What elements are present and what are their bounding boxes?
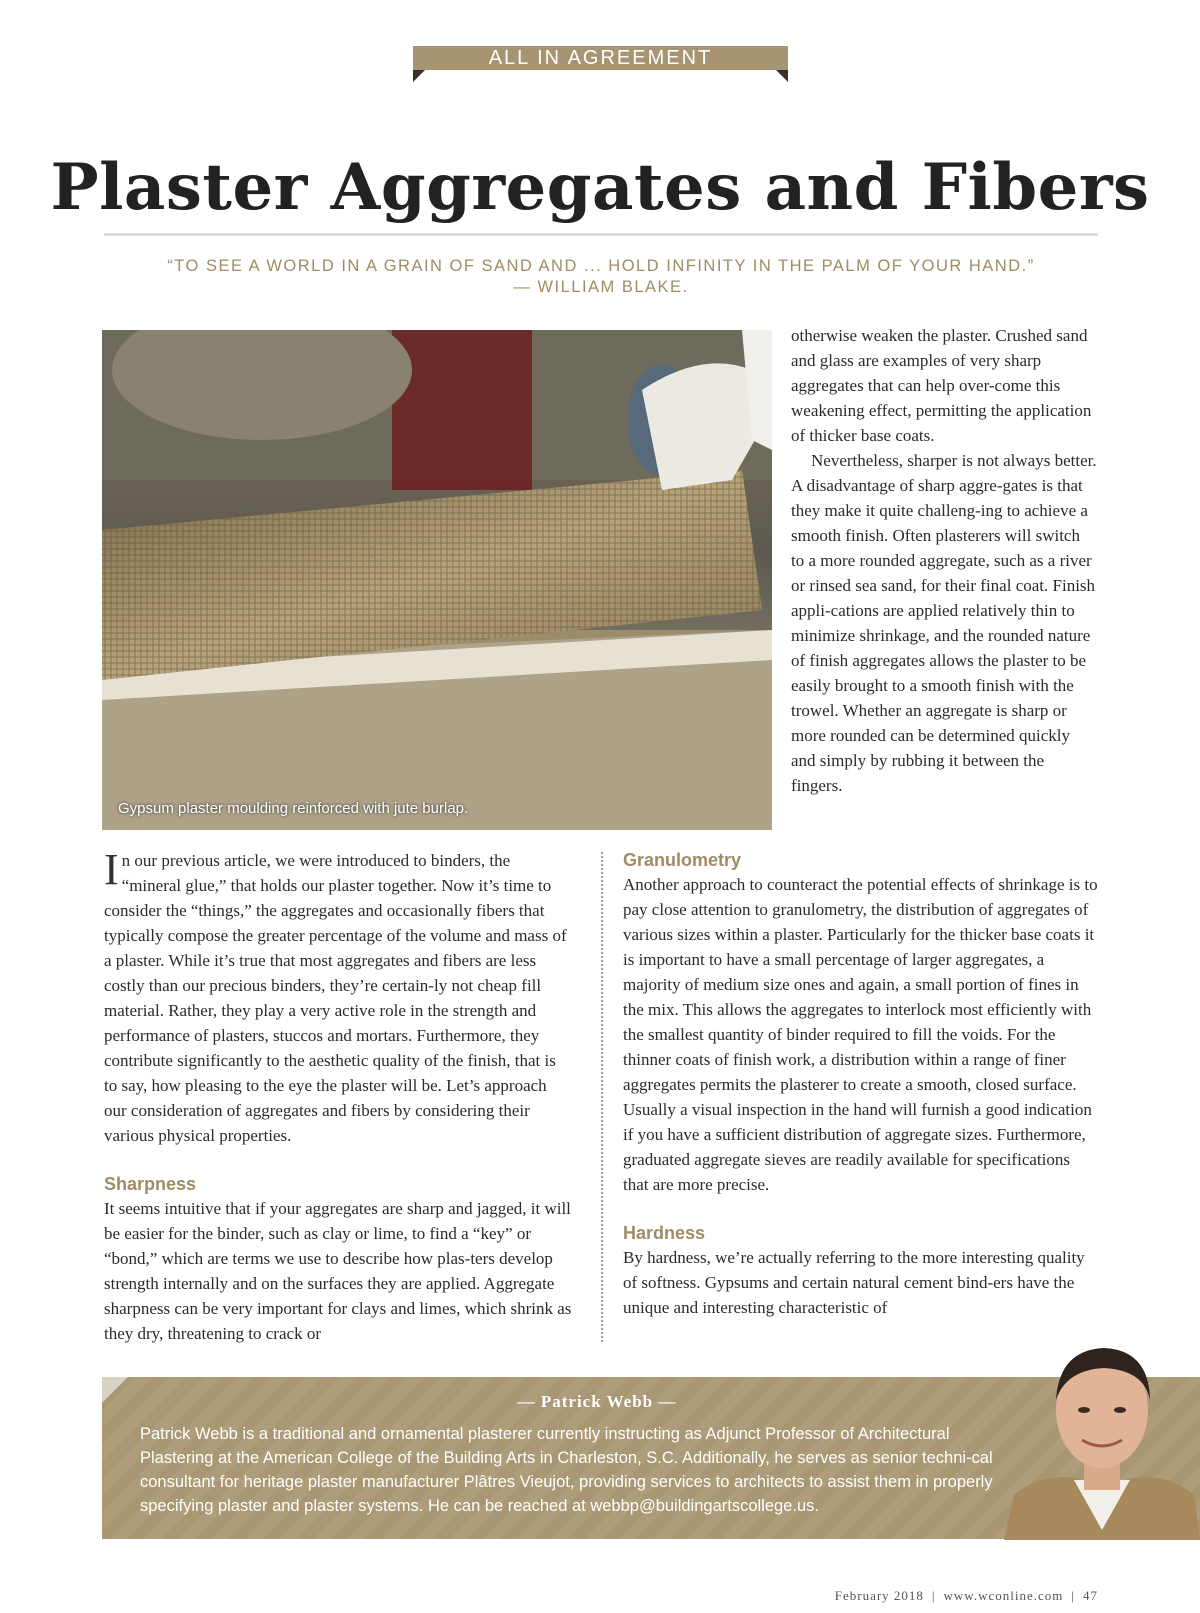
granulometry-heading: Granulometry [623,850,742,870]
column-top-right [791,323,1097,798]
intro-text: n our previous article, we were introduced to binders, the “mineral glue,” that holds our plaster together. Now it’s time to consider the “things,” the aggregates and occasionally fibers that typically compose the greater percentage of the volume and mass of a plaster. While it’s true that most aggregates and fibers are less costly than our precious binders, they’re certain-ly not cheap fill material. Rather, they play a very active role in the strength and performance of plasters, stuccos and mortars. Furthermore, they contribute significantly to the aesthetic quality of the finish, that is to say, how pleasing to the eye the plaster will be. Let’s approach our consideration of aggregates and fibers by considering their various physical properties. [104,851,567,1145]
ribbon-tail-right [776,70,788,82]
drop-cap: I [104,845,119,894]
paragraph: otherwise weaken the plaster. Crushed sand and glass are examples of very sharp aggregates that can help over-come this weakening effect, permitting the application of thicker base coats. [791,326,1092,445]
epigraph-quote [104,256,1098,298]
page-footer [831,1588,1102,1604]
hardness-heading: Hardness [623,1223,706,1243]
column-left [104,845,572,1346]
hardness-paragraph: By hardness, we’re actually referring to the more interesting quality of softness. Gypsums and certain natural cement bind-ers have the unique and interesting characteristic of [623,1248,1085,1317]
author-bio-text: Patrick Webb is a traditional and ornamental plasterer currently instructing as Adjunct Professor of Architectural Plastering at the American College of the Building Arts in Charleston, S.C. Additionally, he serves as senior techni-cal consultant for heritage plaster manufacturer Plâtres Vieujot, providing services to architects to assist them in properly specifying plaster and plaster systems. He can be reached at webbp@buildingartscollege.us. [140,1425,993,1515]
article-title: Plaster Aggregates and Fibers [50,150,1150,225]
plaster-moulding-image [102,330,772,830]
sharpness-paragraph: It seems intuitive that if your aggregates are sharp and jagged, it will be easier for the binder, such as clay or lime, to find a “key” or “bond,” which are terms we use to describe how plas-ters develop strength internally and on the surfaces they are applied. Aggregate sharpness can be very important for clays and limes, which shrink as they dry, threatening to crack or [104,1199,572,1343]
issue-date: February 2018 [834,1588,924,1603]
ribbon-tail-left [413,70,425,82]
quote-text: “TO SEE A WORLD IN A GRAIN OF SAND AND ... HOLD INFINITY IN THE PALM OF YOUR HAND.” [167,257,1035,275]
page-number: 47 [1083,1588,1098,1603]
sharpness-heading: Sharpness [104,1174,197,1194]
section-label: ALL IN AGREEMENT [413,46,788,70]
footer-separator: | [1071,1588,1075,1603]
photo-caption: Gypsum plaster moulding reinforced with jute burlap. [118,800,469,817]
author-name: — Patrick Webb — [517,1392,677,1411]
website: www.wconline.com [943,1588,1064,1603]
article-photo [102,330,772,830]
granulometry-paragraph: Another approach to counteract the potential effects of shrinkage is to pay close attention to granulometry, the distribution of aggregates of various sizes within a plaster. Particularly for the thicker base coats it is important to have a small percentage of larger aggregates, a majority of medium size ones and again, a small portion of fines in the mix. This allows the aggregates to interlock most efficiently with the smallest quantity of binder required to fill the voids. For the thinner coats of finish work, a distribution within a range of finer aggregates permits the plasterer to create a smooth, closed surface. Usually a visual inspection in the hand will furnish a good indication if you have a sufficient distribution of aggregate sizes. Furthermore, graduated aggregate sieves are readily available for specifications that are more precise. [623,875,1098,1194]
quote-attribution: — WILLIAM BLAKE. [513,278,689,296]
column-right [623,848,1098,1320]
paragraph: Nevertheless, sharper is not always better. A disadvantage of sharp aggre-gates is that they make it quite challeng-ing to achieve a smooth finish. Often plasterers will switch to a more rounded aggregate, such as a river or rinsed sea sand, for their final coat. Finish appli-cations are applied relatively thin to minimize shrinkage, and the rounded nature of finish aggregates allows the plaster to be easily brought to a smooth finish with the trowel. Whether an aggregate is sharp or more rounded can be determined quickly and simply by rubbing it between the fingers. [791,451,1097,795]
title-divider [104,233,1098,236]
footer-separator: | [931,1588,936,1603]
author-photo [1004,1330,1200,1540]
column-divider [601,852,603,1342]
author-portrait [1004,1330,1200,1540]
intro-paragraph [104,845,572,1148]
